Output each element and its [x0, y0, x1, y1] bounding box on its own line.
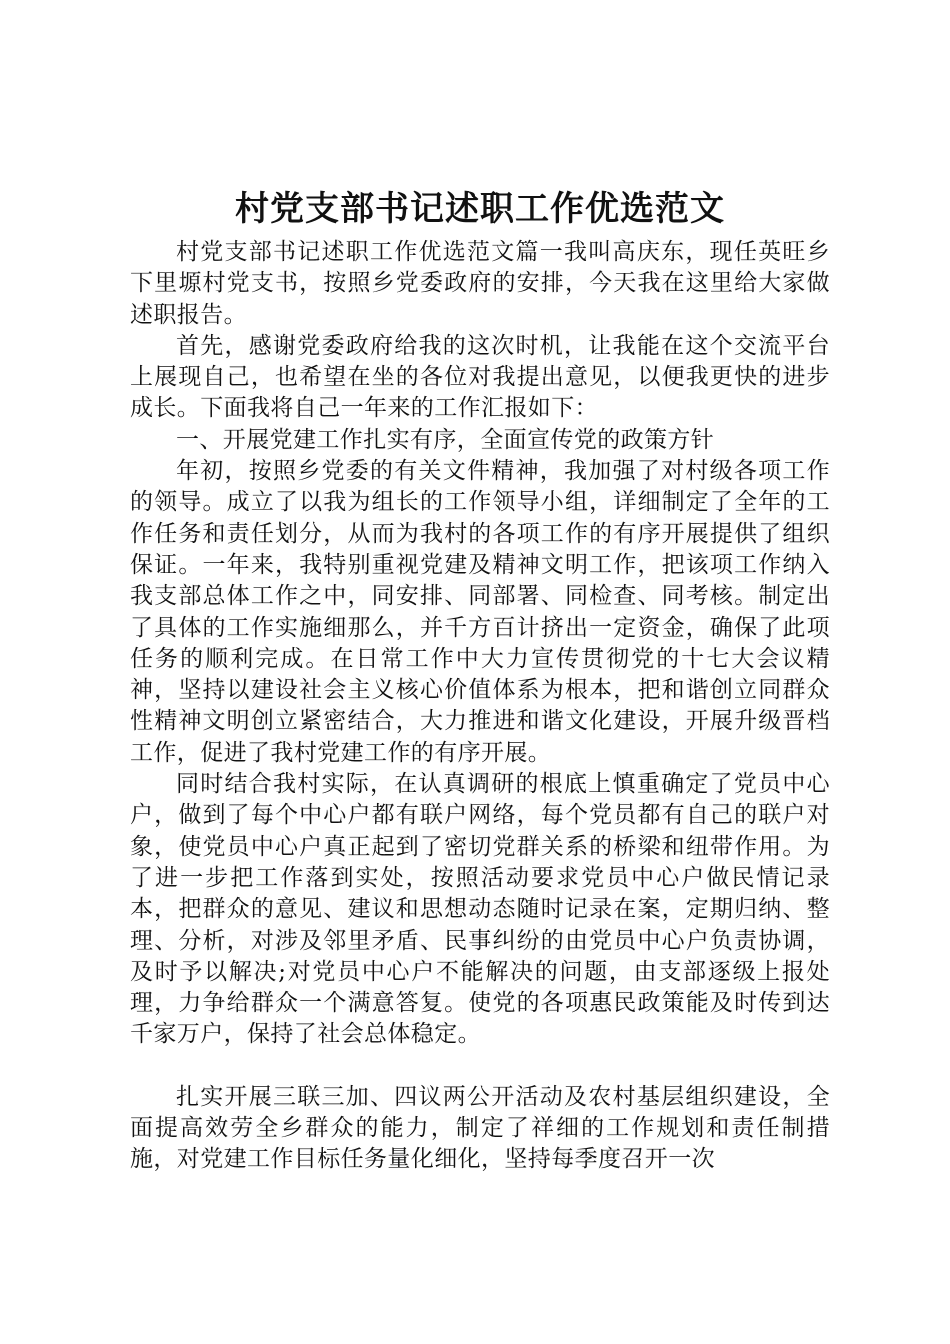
document-title: 村党支部书记述职工作优选范文 [235, 189, 725, 229]
paragraph-intro: 村党支部书记述职工作优选范文篇一我叫高庆东，现任英旺乡下里塬村党支书，按照乡党委政府的安排，今天我在这里给大家做述职报告。 [130, 239, 830, 328]
paragraph-grassroots-building: 扎实开展三联三加、四议两公开活动及农村基层组织建设，全面提高效劳全乡群众的能力，制定了祥细的工作规划和责任制措施，对党建工作目标任务量化细化，坚持每季度召开一次 [130, 1083, 830, 1173]
paragraph-center-households: 同时结合我村实际，在认真调研的根底上慎重确定了党员中心户，做到了每个中心户都有联户网络，每个党员都有自己的联户对象，使党员中心户真正起到了密切党群关系的桥梁和纽带作用。为了进一步把工作落到实处，按照活动要求党员中心户做民情记录本，把群众的意见、建议和思想动态随时记录在案，定期归纳、整理、分析，对涉及邻里矛盾、民事纠纷的由党员中心户负责协调，及时予以解决;对党员中心户不能解决的问题，由支部逐级上报处理，力争给群众一个满意答复。使党的各项惠民政策能及时传到达千家万户，保持了社会总体稳定。 [130, 771, 830, 1048]
document-page [130, 185, 830, 1176]
section-heading-party-building: 一、开展党建工作扎实有序，全面宣传党的政策方针 [176, 426, 715, 453]
paragraph-thanks: 首先，感谢党委政府给我的这次时机，让我能在这个交流平台上展现自己，也希望在坐的各位对我提出意见，以便我更快的进步成长。下面我将自己一年来的工作汇报如下： [130, 332, 830, 422]
paragraph-annual-work: 年初，按照乡党委的有关文件精神，我加强了对村级各项工作的领导。成立了以我为组长的工作领导小组，详细制定了全年的工作任务和责任划分，从而为我村的各项工作的有序开展提供了组织保证。一年来，我特别重视党建及精神文明工作，把该项工作纳入我支部总体工作之中，同安排、同部署、同检查、同考核。制定出了具体的工作实施细那么，并千方百计挤出一定资金，确保了此项任务的顺利完成。在日常工作中大力宣传贯彻党的十七大会议精神，坚持以建设社会主义核心价值体系为根本，把和谐创立同群众性精神文明创立紧密结合，大力推进和谐文化建设，开展升级晋档工作，促进了我村党建工作的有序开展。 [130, 458, 830, 766]
